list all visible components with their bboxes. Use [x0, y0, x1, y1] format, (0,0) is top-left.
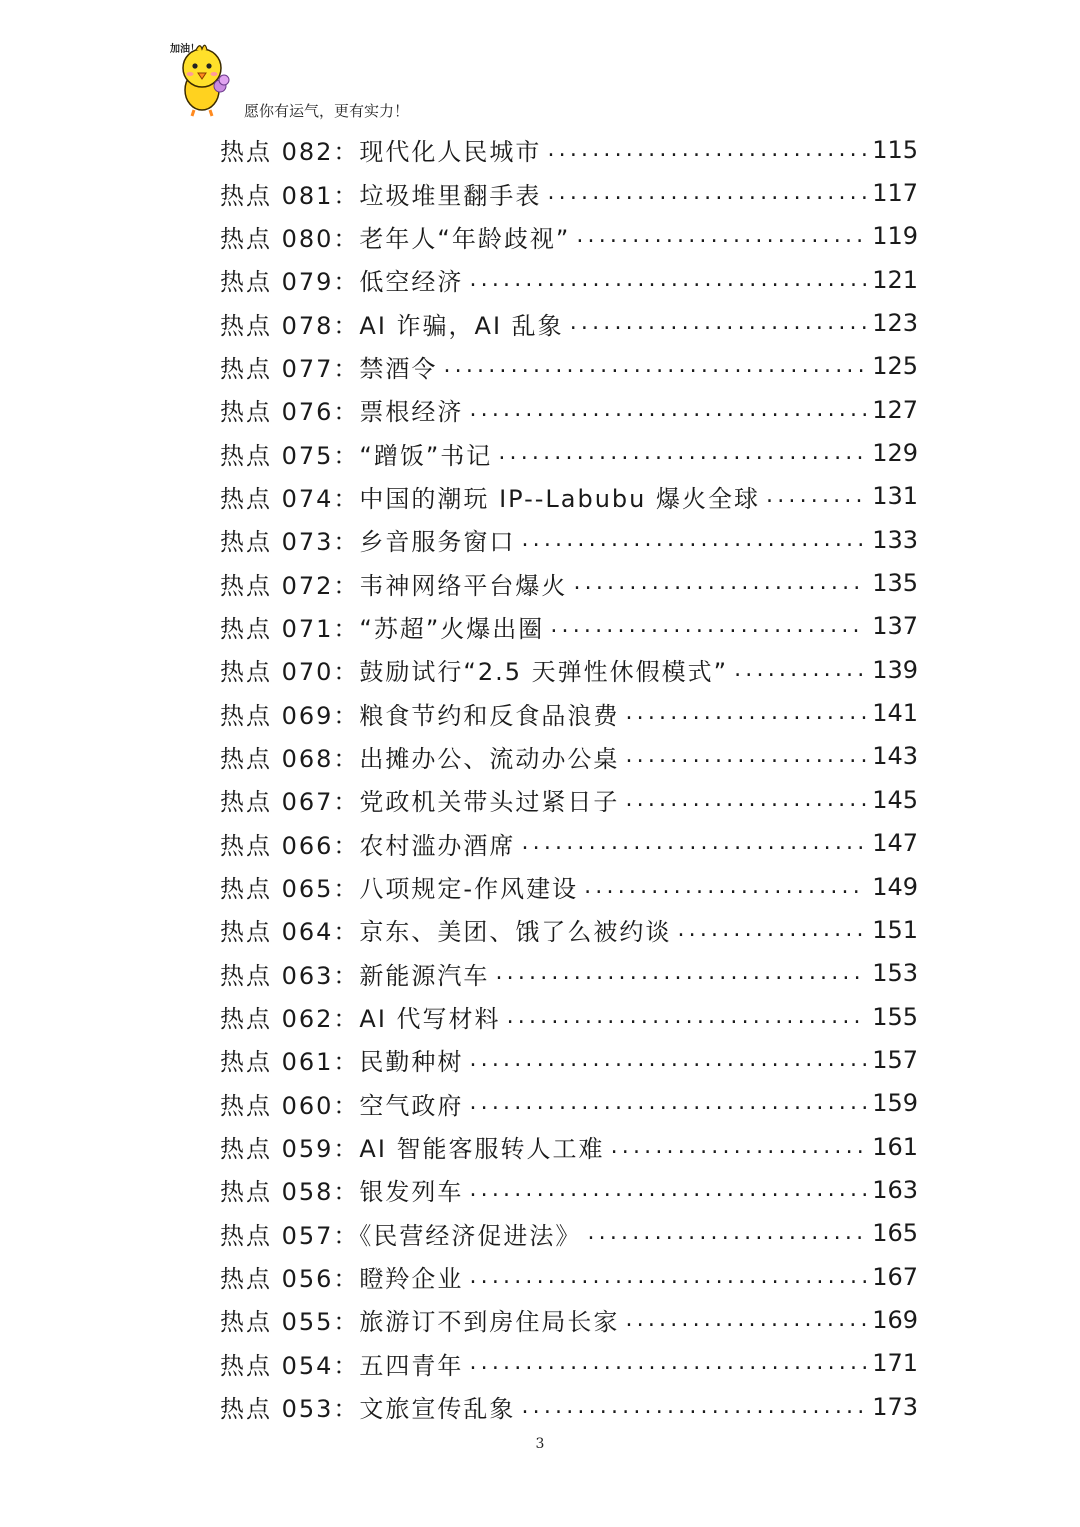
toc-entry-page: 167: [872, 1262, 918, 1291]
toc-entry[interactable]: [220, 735, 918, 778]
toc-entry[interactable]: [220, 908, 918, 951]
toc-entry-page: 135: [872, 569, 918, 598]
toc-entry-title: 热点 080：老年人“年龄歧视”: [220, 224, 571, 253]
table-of-contents: [220, 128, 918, 1428]
toc-entry-page: 141: [872, 699, 918, 728]
toc-entry-page: 127: [872, 395, 918, 424]
toc-entry[interactable]: [220, 952, 918, 995]
toc-entry[interactable]: [220, 215, 918, 258]
toc-entry-page: 143: [872, 742, 918, 771]
toc-entry-page: 173: [872, 1392, 918, 1421]
toc-entry-title: 热点 078：AI 诈骗，AI 乱象: [220, 311, 564, 340]
toc-dot-leader: [469, 269, 866, 291]
toc-entry-title: 热点 070：鼓励试行“2.5 天弹性休假模式”: [220, 658, 729, 687]
toc-entry-title: 热点 053：文旅宣传乱象: [220, 1395, 516, 1424]
toc-dot-leader: [521, 529, 866, 551]
toc-dot-leader: [677, 919, 866, 941]
toc-entry-title: 热点 068：出摊办公、流动办公桌: [220, 744, 620, 773]
toc-entry-page: 125: [872, 352, 918, 381]
toc-dot-leader: [573, 572, 866, 594]
toc-dot-leader: [469, 1092, 866, 1114]
toc-entry[interactable]: [220, 388, 918, 431]
toc-entry-title: 热点 064：京东、美团、饿了么被约谈: [220, 918, 672, 947]
toc-entry-page: 155: [872, 1002, 918, 1031]
toc-entry-title: 热点 061：民勤种树: [220, 1048, 464, 1077]
toc-dot-leader: [521, 832, 866, 854]
toc-entry[interactable]: [220, 605, 918, 648]
toc-entry-title: 热点 075：“蹭饭”书记: [220, 441, 493, 470]
toc-entry-page: 153: [872, 959, 918, 988]
toc-entry-title: 热点 062：AI 代写材料: [220, 1005, 501, 1034]
toc-entry-page: 139: [872, 655, 918, 684]
header-motto: 愿你有运气，更有实力！: [244, 102, 410, 120]
toc-entry-title: 热点 055：旅游订不到房住局长家: [220, 1308, 620, 1337]
toc-entry-page: 165: [872, 1219, 918, 1248]
toc-entry-title: 热点 063：新能源汽车: [220, 961, 490, 990]
toc-entry-page: 151: [872, 915, 918, 944]
toc-entry[interactable]: [220, 778, 918, 821]
toc-entry[interactable]: [220, 995, 918, 1038]
toc-entry-page: 133: [872, 525, 918, 554]
toc-dot-leader: [584, 876, 866, 898]
toc-entry-title: 热点 057：《民营经济促进法》: [220, 1221, 582, 1250]
toc-dot-leader: [469, 1266, 866, 1288]
toc-entry-title: 热点 077：禁酒令: [220, 354, 438, 383]
page-header: [168, 38, 488, 128]
toc-entry[interactable]: [220, 1212, 918, 1255]
toc-dot-leader: [469, 1049, 866, 1071]
toc-dot-leader: [547, 139, 866, 161]
toc-entry-page: 145: [872, 785, 918, 814]
toc-dot-leader: [495, 962, 866, 984]
toc-entry-page: 169: [872, 1305, 918, 1334]
toc-dot-leader: [547, 182, 866, 204]
toc-dot-leader: [443, 355, 866, 377]
toc-entry-page: 147: [872, 829, 918, 858]
toc-entry[interactable]: [220, 518, 918, 561]
toc-entry[interactable]: [220, 1125, 918, 1168]
toc-dot-leader: [469, 399, 866, 421]
toc-entry-page: 123: [872, 309, 918, 338]
toc-entry-title: 热点 066：农村滥办酒席: [220, 831, 516, 860]
toc-entry-page: 161: [872, 1132, 918, 1161]
toc-entry-page: 157: [872, 1045, 918, 1074]
toc-entry-page: 119: [872, 222, 918, 251]
toc-entry-page: 137: [872, 612, 918, 641]
toc-entry-title: 热点 058：银发列车: [220, 1178, 464, 1207]
toc-entry[interactable]: [220, 648, 918, 691]
toc-entry-page: 115: [872, 135, 918, 164]
toc-dot-leader: [734, 659, 866, 681]
toc-dot-leader: [625, 789, 866, 811]
toc-dot-leader: [766, 485, 866, 507]
toc-entry[interactable]: [220, 128, 918, 171]
toc-entry[interactable]: [220, 822, 918, 865]
toc-entry-title: 热点 054：五四青年: [220, 1351, 464, 1380]
toc-entry-page: 171: [872, 1349, 918, 1378]
toc-entry-page: 159: [872, 1089, 918, 1118]
toc-entry[interactable]: [220, 475, 918, 518]
toc-entry[interactable]: [220, 561, 918, 604]
toc-dot-leader: [611, 1136, 867, 1158]
toc-dot-leader: [469, 1179, 866, 1201]
toc-entry[interactable]: [220, 258, 918, 301]
toc-entry-title: 热点 067：党政机关带头过紧日子: [220, 788, 620, 817]
toc-dot-leader: [521, 1396, 866, 1418]
toc-dot-leader: [550, 615, 866, 637]
toc-entry[interactable]: [220, 171, 918, 214]
toc-entry-title: 热点 069：粮食节约和反食品浪费: [220, 701, 620, 730]
toc-dot-leader: [587, 1222, 866, 1244]
toc-entry[interactable]: [220, 1082, 918, 1125]
toc-entry[interactable]: [220, 345, 918, 388]
page-number: 3: [535, 1436, 545, 1452]
toc-dot-leader: [498, 442, 866, 464]
toc-entry[interactable]: [220, 1298, 918, 1341]
toc-dot-leader: [469, 1352, 866, 1374]
toc-entry-title: 热点 074：中国的潮玩 IP--Labubu 爆火全球: [220, 484, 761, 513]
toc-entry-page: 129: [872, 439, 918, 468]
toc-entry-title: 热点 059：AI 智能客服转人工难: [220, 1135, 605, 1164]
toc-entry[interactable]: [220, 691, 918, 734]
mascot-caption: 加油！: [170, 44, 200, 55]
toc-entry[interactable]: [220, 1168, 918, 1211]
toc-entry[interactable]: [220, 1255, 918, 1298]
toc-entry[interactable]: [220, 431, 918, 474]
toc-entry[interactable]: [220, 865, 918, 908]
toc-entry-title: 热点 065：八项规定-作风建设: [220, 875, 579, 904]
toc-entry-page: 121: [872, 265, 918, 294]
toc-entry[interactable]: [220, 301, 918, 344]
toc-entry-title: 热点 073：乡音服务窗口: [220, 528, 516, 557]
toc-dot-leader: [576, 225, 866, 247]
toc-entry-title: 热点 079：低空经济: [220, 268, 464, 297]
toc-dot-leader: [625, 745, 866, 767]
toc-entry[interactable]: [220, 1038, 918, 1081]
toc-entry-title: 热点 060：空气政府: [220, 1091, 464, 1120]
toc-entry-title: 热点 076：票根经济: [220, 398, 464, 427]
toc-dot-leader: [507, 1006, 867, 1028]
toc-dot-leader: [625, 702, 866, 724]
toc-entry-title: 热点 081：垃圾堆里翻手表: [220, 181, 542, 210]
toc-dot-leader: [570, 312, 867, 334]
toc-entry-page: 117: [872, 179, 918, 208]
toc-entry-page: 149: [872, 872, 918, 901]
toc-entry-title: 热点 056：瞪羚企业: [220, 1265, 464, 1294]
toc-entry-title: 热点 082：现代化人民城市: [220, 138, 542, 167]
toc-entry-title: 热点 072：韦神网络平台爆火: [220, 571, 568, 600]
toc-entry-title: 热点 071：“苏超”火爆出圈: [220, 614, 545, 643]
toc-entry-page: 131: [872, 482, 918, 511]
toc-entry-page: 163: [872, 1175, 918, 1204]
toc-entry[interactable]: [220, 1385, 918, 1428]
toc-entry[interactable]: [220, 1342, 918, 1385]
toc-dot-leader: [625, 1309, 866, 1331]
